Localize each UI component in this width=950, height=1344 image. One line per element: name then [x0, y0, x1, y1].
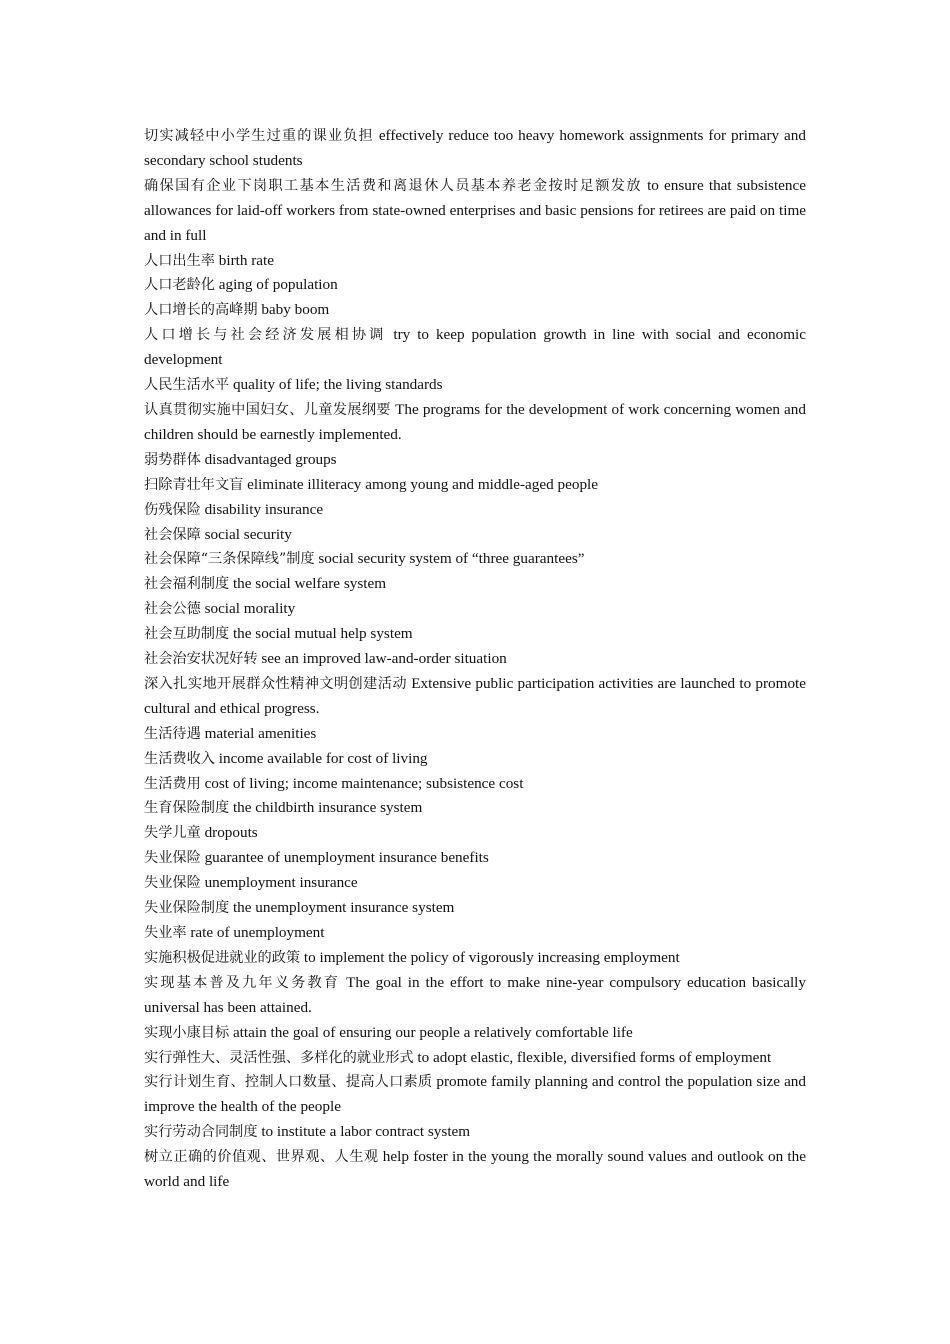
- chinese-term: 失业率: [144, 925, 187, 941]
- glossary-entry: [144, 398, 806, 448]
- chinese-term: 失业保险: [144, 850, 201, 867]
- glossary-entry: [144, 672, 806, 722]
- english-translation: eliminate illiteracy among young and middle-aged people: [247, 475, 599, 493]
- chinese-term: 实现基本普及九年义务教育: [144, 974, 341, 991]
- english-translation: try to keep population growth in line with social and economic development: [144, 326, 807, 369]
- english-translation: the social welfare system: [232, 575, 387, 593]
- chinese-term: 人口增长的高峰期: [144, 302, 258, 319]
- glossary-entry: [144, 1070, 806, 1120]
- glossary-entry: [144, 946, 806, 971]
- glossary-entry: [144, 523, 806, 548]
- english-translation: promote family planning and control the population size and improve the health of the people: [144, 1073, 806, 1116]
- english-translation: to ensure that subsistence allowances for laid-off workers from state-owned enterprises and basic pensions for retirees are paid on time and in full: [144, 176, 806, 244]
- chinese-term: 失业保险: [144, 875, 201, 892]
- chinese-term: 社会公德: [144, 601, 201, 618]
- english-translation: to adopt elastic, flexible, diversified forms of employment: [417, 1048, 772, 1066]
- glossary-entry: [144, 323, 806, 373]
- chinese-term: 弱势群体: [144, 451, 201, 468]
- chinese-term: 人口老龄化: [144, 277, 215, 294]
- glossary-entry: [144, 747, 806, 772]
- glossary-entry: [144, 298, 806, 323]
- glossary-entry: [144, 796, 806, 821]
- glossary-entry: [144, 772, 806, 797]
- glossary-entry: [144, 547, 806, 572]
- chinese-term: 社会福利制度: [144, 576, 230, 593]
- chinese-term: 生活费用: [144, 775, 201, 792]
- chinese-term: 失业保险制度: [144, 900, 230, 917]
- chinese-term: 切实减轻中小学生过重的课业负担: [144, 128, 374, 144]
- english-translation: birth rate: [218, 251, 274, 269]
- chinese-term: 人民生活水平: [144, 377, 230, 394]
- english-translation: the social mutual help system: [232, 625, 413, 643]
- chinese-term: 实现小康目标: [144, 1024, 230, 1041]
- english-translation: to implement the policy of vigorously increasing employment: [303, 948, 680, 966]
- glossary-entry: [144, 821, 806, 846]
- english-translation: dropouts: [204, 824, 258, 842]
- english-translation: cost of living; income maintenance; subsistence cost: [204, 774, 524, 792]
- glossary-entry: [144, 249, 806, 274]
- chinese-term: 社会治安状况好转: [144, 651, 258, 668]
- glossary-entry: [144, 647, 806, 672]
- glossary-entry: [144, 498, 806, 523]
- english-translation: disability insurance: [204, 500, 324, 518]
- chinese-term: 人口增长与社会经济发展相协调: [144, 327, 387, 344]
- chinese-term: 实行弹性大、灵活性强、多样化的就业形式: [144, 1049, 414, 1066]
- glossary-entry: [144, 1145, 806, 1195]
- english-translation: rate of unemployment: [190, 924, 325, 941]
- glossary-entry: [144, 124, 806, 174]
- english-translation: social morality: [204, 600, 296, 618]
- chinese-term: 实行计划生育、控制人口数量、提高人口素质: [144, 1074, 433, 1091]
- english-translation: income available for cost of living: [218, 749, 428, 767]
- english-translation: social security: [204, 525, 292, 543]
- glossary-entry: [144, 846, 806, 871]
- chinese-term: 社会保障: [144, 526, 201, 543]
- english-translation: effectively reduce too heavy homework assignments for primary and secondary school students: [144, 127, 806, 169]
- chinese-term: 人口出生率: [144, 252, 215, 269]
- chinese-term: 生活待遇: [144, 725, 201, 742]
- english-translation: the unemployment insurance system: [232, 899, 455, 917]
- glossary-entry: [144, 273, 806, 298]
- glossary-entry: [144, 722, 806, 747]
- english-translation: to institute a labor contract system: [261, 1123, 471, 1141]
- glossary-entry: [144, 896, 806, 921]
- english-translation: The programs for the development of work concerning women and children should be earnestly implemented.: [144, 400, 806, 443]
- chinese-term: 社会互助制度: [144, 626, 230, 643]
- english-translation: social security system of “three guarantees”: [318, 550, 585, 568]
- english-translation: Extensive public participation activities are launched to promote cultural and ethical progress.: [144, 674, 807, 717]
- document-page: [144, 124, 806, 1195]
- chinese-term: 认真贯彻实施中国妇女、儿童发展纲要: [144, 401, 391, 418]
- glossary-entry: [144, 174, 806, 249]
- english-translation: see an improved law-and-order situation: [261, 650, 507, 668]
- chinese-term: 生育保险制度: [144, 800, 230, 817]
- glossary-entry: [144, 572, 806, 597]
- english-translation: guarantee of unemployment insurance benefits: [204, 849, 489, 867]
- glossary-entry: [144, 1021, 806, 1046]
- glossary-entry: [144, 871, 806, 896]
- english-translation: aging of population: [218, 276, 338, 294]
- chinese-term: 深入扎实地开展群众性精神文明创建活动: [144, 675, 408, 692]
- chinese-term: 社会保障“三条保障线”制度: [144, 551, 315, 568]
- chinese-term: 树立正确的价值观、世界观、人生观: [144, 1149, 379, 1166]
- english-translation: attain the goal of ensuring our people a relatively comfortable life: [232, 1023, 633, 1041]
- english-translation: baby boom: [261, 301, 330, 319]
- english-translation: The goal in the effort to make nine-year compulsory education basically universal has been attained.: [144, 973, 806, 1016]
- glossary-entry: [144, 971, 806, 1021]
- glossary-entry: [144, 921, 806, 946]
- glossary-entry: [144, 448, 806, 473]
- glossary-entry: [144, 473, 806, 498]
- chinese-term: 生活费收入: [144, 750, 215, 767]
- glossary-entry: [144, 1046, 806, 1071]
- chinese-term: 失学儿童: [144, 825, 201, 842]
- chinese-term: 实行劳动合同制度: [144, 1124, 258, 1141]
- glossary-entry: [144, 373, 806, 398]
- english-translation: material amenities: [204, 724, 317, 742]
- english-translation: disadvantaged groups: [204, 450, 337, 468]
- glossary-entry: [144, 622, 806, 647]
- glossary-entry: [144, 1120, 806, 1145]
- chinese-term: 扫除青壮年文盲: [144, 476, 244, 493]
- chinese-term: 伤残保险: [144, 501, 201, 518]
- english-translation: help foster in the young the morally sound values and outlook on the world and life: [144, 1148, 806, 1191]
- glossary-entry: [144, 597, 806, 622]
- english-translation: unemployment insurance: [204, 874, 358, 892]
- chinese-term: 确保国有企业下岗职工基本生活费和离退休人员基本养老金按时足额发放: [144, 177, 642, 194]
- chinese-term: 实施积极促进就业的政策: [144, 949, 301, 966]
- english-translation: the childbirth insurance system: [232, 799, 423, 817]
- english-translation: quality of life; the living standards: [232, 376, 443, 394]
